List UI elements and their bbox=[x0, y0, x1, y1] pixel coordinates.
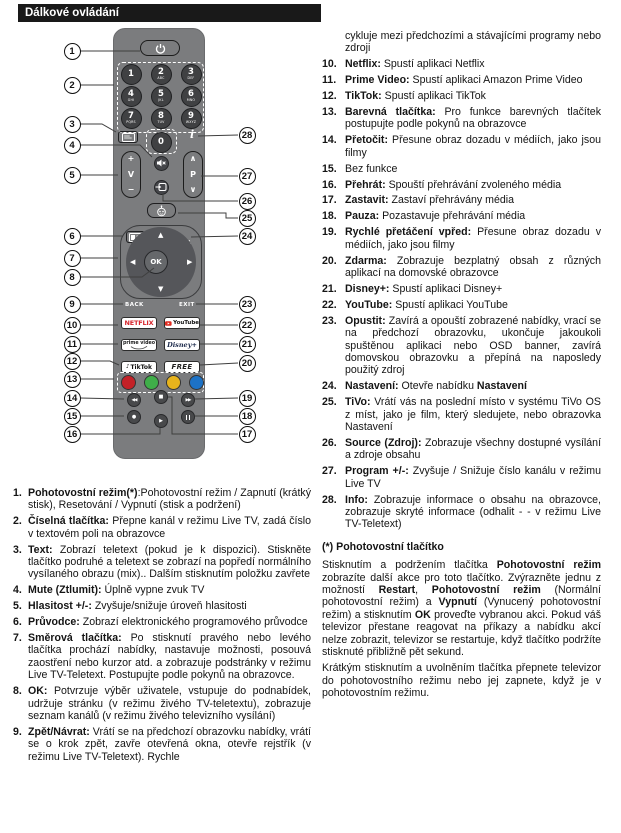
item-number: 8. bbox=[13, 685, 22, 698]
item-text: Nastavení: Otevře nabídku Nastavení bbox=[345, 380, 527, 393]
manual-item-3 bbox=[13, 544, 311, 581]
program-down-icon: ∨ bbox=[189, 185, 197, 194]
digit-letters: DEF bbox=[187, 76, 195, 80]
item-text: Pohotovostní režim(*):Pohotovostní režim / Zapnutí (krátký stisk), Resetování / Vypnutí (stisk a podržení) bbox=[28, 487, 311, 512]
standby-paragraph-1: Stisknutím a podržením tlačítka Pohotovostní režim zobrazíte další akce pro toto tlačítko. Zvýrazněte jednu z možností Restart, Pohotovostní režim (Normální pohotovostní režim) a Vypnutí (Vynucený pohotovostní režim) a stisknutím OK proveďte vybranou akci. Pokud váš televizor přestane reagovat na příkazy a nabídku akcí nelze zobrazit, televizor se restartuje, když tlačítko podržíte stisknuté přibližně pět sekund. bbox=[322, 559, 602, 658]
callout-28: 28 bbox=[239, 127, 256, 144]
digit-label: 9 bbox=[188, 111, 194, 121]
fast-forward-button bbox=[181, 393, 195, 407]
callout-13: 13 bbox=[64, 371, 81, 388]
netflix-logo: NETFLIX bbox=[124, 319, 154, 327]
item-text: Opustit: Zavírá a opouští zobrazené nabídky, vrací se na předchozí obrazovku, ukončuje jakoukoli spuštěnou aplikaci nebo OSD banner, zavírá domovskou obrazovku a přepíná na naposledy použitý zdroj bbox=[345, 314, 601, 377]
manual-item-25 bbox=[322, 396, 601, 433]
digit-8-button bbox=[151, 108, 172, 129]
yellow-color-button bbox=[166, 375, 181, 390]
manual-item-4 bbox=[13, 584, 311, 596]
volume-plus-label: + bbox=[127, 154, 135, 163]
youtube-play-icon bbox=[165, 320, 172, 327]
manual-item-9 bbox=[13, 726, 311, 763]
manual-item-10 bbox=[322, 58, 601, 70]
callout-19: 19 bbox=[239, 390, 256, 407]
item-number: 13. bbox=[322, 106, 337, 119]
callout-25: 25 bbox=[239, 210, 256, 227]
item-9-continuation: cykluje mezi předchozími a stávajícími programy nebo zdroji bbox=[345, 30, 601, 55]
ok-button: OK bbox=[144, 250, 168, 274]
tivo-robot-icon bbox=[155, 205, 168, 217]
digit-letters: GHI bbox=[127, 98, 135, 102]
digit-letters: MNO bbox=[186, 98, 196, 102]
info-button: i bbox=[190, 128, 195, 141]
callout-5: 5 bbox=[64, 167, 81, 184]
rewind-button bbox=[127, 393, 141, 407]
teletext-icon bbox=[122, 133, 135, 142]
manual-item-6 bbox=[13, 616, 311, 628]
digit-4-button bbox=[121, 86, 142, 107]
green-color-button bbox=[144, 375, 159, 390]
digit-label: 1 bbox=[128, 69, 134, 79]
record-button bbox=[127, 410, 141, 424]
item-text: Číselná tlačítka: Přepne kanál v režimu Live TV, zadá číslo v textovém poli na obrazovce bbox=[28, 515, 311, 540]
left-text-column bbox=[13, 487, 311, 767]
item-number: 24. bbox=[322, 380, 337, 393]
digit-6-button bbox=[181, 86, 202, 107]
item-number: 23. bbox=[322, 314, 337, 327]
mute-icon bbox=[156, 158, 166, 168]
callout-11: 11 bbox=[64, 336, 81, 353]
disney-plus-logo: Disney+ bbox=[167, 341, 197, 349]
back-button: BACK bbox=[125, 302, 144, 308]
disney-plus-button bbox=[164, 339, 200, 351]
manual-item-19 bbox=[322, 226, 601, 251]
digit-3-button bbox=[181, 64, 202, 85]
manual-item-26 bbox=[322, 437, 601, 462]
youtube-button bbox=[164, 317, 200, 329]
play-button bbox=[154, 414, 168, 428]
item-number: 5. bbox=[13, 600, 22, 613]
digit-9-button bbox=[181, 108, 202, 129]
digit-label: 3 bbox=[188, 67, 194, 77]
manual-item-2 bbox=[13, 515, 311, 540]
item-number: 19. bbox=[322, 226, 337, 239]
item-text: Bez funkce bbox=[345, 162, 398, 175]
callout-26: 26 bbox=[239, 193, 256, 210]
free-logo: FREE bbox=[171, 363, 193, 371]
right-text-column bbox=[322, 30, 601, 704]
prime-video-logo: prime video bbox=[122, 340, 156, 346]
callout-14: 14 bbox=[64, 390, 81, 407]
item-text: Přetočit: Přesune obraz dozadu v médiích, jako jsou filmy bbox=[345, 134, 601, 159]
callout-20: 20 bbox=[239, 355, 256, 372]
program-up-icon: ∧ bbox=[189, 154, 197, 163]
program-label: P bbox=[190, 169, 196, 179]
digit-letters: TUV bbox=[157, 120, 165, 124]
manual-item-14 bbox=[322, 134, 601, 159]
record-icon: ● bbox=[131, 413, 137, 420]
standby-section bbox=[322, 541, 601, 700]
manual-item-18 bbox=[322, 210, 601, 222]
item-number: 18. bbox=[322, 210, 337, 223]
manual-list-1-9 bbox=[13, 487, 311, 763]
item-number: 26. bbox=[322, 436, 337, 449]
fast-forward-icon: ▶▶ bbox=[185, 397, 191, 403]
callout-2: 2 bbox=[64, 77, 81, 94]
callout-18: 18 bbox=[239, 408, 256, 425]
arrow-up-icon: ▲ bbox=[158, 231, 164, 239]
callout-8: 8 bbox=[64, 269, 81, 286]
item-number: 11. bbox=[322, 74, 337, 87]
exit-button: EXIT bbox=[179, 302, 195, 308]
item-text: YouTube: Spustí aplikaci YouTube bbox=[345, 298, 508, 311]
manual-item-5 bbox=[13, 600, 311, 612]
item-number: 15. bbox=[322, 162, 337, 175]
callout-9: 9 bbox=[64, 296, 81, 313]
digit-5-button bbox=[151, 86, 172, 107]
item-number: 1. bbox=[13, 487, 22, 499]
digit-label: 7 bbox=[128, 111, 134, 121]
prime-video-button bbox=[121, 339, 157, 351]
remote-figure bbox=[0, 0, 321, 480]
item-number: 14. bbox=[322, 134, 337, 147]
manual-item-15 bbox=[322, 163, 601, 175]
item-text: Směrová tlačítka: Po stisknutí pravého nebo levého tlačítka prochází nabídky, nastavuje možnosti, posouvá zaostření nebo kurzor atd. a zobrazuje podstránky v režimu Live TV-Teletext. Postupujte podle pokynů na obrazovce. bbox=[28, 632, 311, 682]
callout-16: 16 bbox=[64, 426, 81, 443]
standby-heading: (*) Pohotovostní tlačítko bbox=[322, 540, 444, 553]
digit-label: 5 bbox=[158, 89, 164, 99]
digit-1-button bbox=[121, 64, 142, 85]
callout-24: 24 bbox=[239, 228, 256, 245]
stop-button bbox=[154, 390, 168, 404]
pause-icon bbox=[186, 415, 190, 420]
callout-10: 10 bbox=[64, 317, 81, 334]
arrow-down-icon: ▼ bbox=[158, 285, 164, 293]
item-number: 9. bbox=[13, 725, 22, 738]
item-text: Hlasitost +/-: Zvyšuje/snižuje úroveň hlasitosti bbox=[28, 600, 247, 613]
prime-smile-icon bbox=[130, 346, 148, 350]
manual-item-27 bbox=[322, 465, 601, 490]
item-number: 25. bbox=[322, 396, 337, 409]
callout-15: 15 bbox=[64, 408, 81, 425]
arrow-right-icon: ▶ bbox=[187, 258, 193, 266]
digit-letters: JKL bbox=[158, 98, 164, 102]
callout-1: 1 bbox=[64, 43, 81, 60]
callout-12: 12 bbox=[64, 353, 81, 370]
callout-23: 23 bbox=[239, 296, 256, 313]
item-text: Pauza: Pozastavuje přehrávání média bbox=[345, 210, 526, 223]
item-text: TikTok: Spustí aplikaci TikTok bbox=[345, 90, 486, 103]
callout-4: 4 bbox=[64, 137, 81, 154]
blue-color-button bbox=[189, 375, 204, 390]
digit-letters: WXYZ bbox=[185, 120, 197, 124]
digit-label: 4 bbox=[128, 89, 134, 99]
item-text: TiVo: Vrátí vás na poslední místo v systému TiVo OS z míst, jako je film, který sledujete, nebo obrazovka Nastavení bbox=[345, 396, 601, 433]
item-text: Program +/-: Zvyšuje / Snižuje číslo kanálu v režimu Live TV bbox=[345, 465, 601, 490]
item-text: Rychlé přetáčení vpřed: Přesune obraz dozadu v médiích, jako jsou filmy bbox=[345, 226, 601, 251]
digit-2-button bbox=[151, 64, 172, 85]
item-text: Mute (Ztlumit): Úplně vypne zvuk TV bbox=[28, 584, 205, 597]
page-title: Dálkové ovládání bbox=[18, 4, 321, 22]
item-number: 10. bbox=[322, 58, 337, 71]
item-text: Text: Zobrazí teletext (pokud je k dispozici). Stiskněte tlačítko podruhé a teletext se zobrazí na popředí normálního vysílaného obrazu (mix).. Dalším stisknutím položku zavřete bbox=[28, 543, 311, 581]
callout-27: 27 bbox=[239, 168, 256, 185]
item-number: 27. bbox=[322, 465, 337, 478]
item-text: Zastavit: Zastaví přehrávány média bbox=[345, 194, 514, 207]
item-text: Barevná tlačítka: Pro funkce barevných tlačítek postupujte podle pokynů na obrazovce bbox=[345, 106, 601, 131]
item-text: OK: Potvrzuje výběr uživatele, vstupuje do podnabídek, udržuje stránku (v režimu živého TV-teletextu), zobrazuje seznam kanálů (v režimu živého televizního vysílání) bbox=[28, 685, 311, 722]
item-number: 16. bbox=[322, 178, 337, 191]
red-color-button bbox=[121, 375, 136, 390]
digit-0-button bbox=[151, 132, 172, 153]
item-number: 6. bbox=[13, 616, 22, 629]
music-note-icon: ♪ bbox=[125, 364, 130, 370]
power-icon bbox=[155, 43, 166, 54]
play-icon: ▶ bbox=[159, 417, 163, 424]
manual-item-1 bbox=[13, 487, 311, 512]
item-text: Source (Zdroj): Zobrazuje všechny dostupné vysílání a zdroje obsahu bbox=[345, 436, 602, 462]
callout-3: 3 bbox=[64, 116, 81, 133]
item-text: Průvodce: Zobrazí elektronického programového průvodce bbox=[28, 616, 308, 629]
digit-label: 8 bbox=[158, 111, 164, 121]
item-text: Zdarma: Zobrazuje bezplatný obsah z různých aplikací na domovské obrazovce bbox=[345, 254, 601, 279]
standby-paragraph-2: Krátkým stisknutím a uvolněním tlačítka přepnete televizor do pohotovostního režimu nebo jej zapnete, když je v pohotovostním režimu. bbox=[322, 662, 601, 700]
item-text: Prime Video: Spustí aplikaci Amazon Prime Video bbox=[345, 74, 583, 87]
manual-item-13 bbox=[322, 106, 601, 131]
tiktok-logo: TikTok bbox=[130, 363, 153, 371]
volume-minus-label: − bbox=[127, 185, 135, 194]
manual-item-7 bbox=[13, 632, 311, 682]
manual-item-11 bbox=[322, 74, 601, 86]
item-number: 21. bbox=[322, 282, 337, 295]
item-number: 2. bbox=[13, 515, 22, 528]
item-number: 3. bbox=[13, 543, 22, 556]
rewind-icon: ◀◀ bbox=[131, 397, 137, 403]
item-number: 12. bbox=[322, 90, 337, 103]
item-number: 17. bbox=[322, 194, 337, 207]
power-button bbox=[140, 40, 180, 56]
item-number: 7. bbox=[13, 632, 22, 645]
digit-7-button bbox=[121, 108, 142, 129]
item-text: Info: Zobrazuje informace o obsahu na obrazovce, zobrazuje skryté informace (odhalit - - v režimu Live TV-Teletext) bbox=[345, 493, 601, 531]
manual-item-21 bbox=[322, 283, 601, 295]
manual-item-24 bbox=[322, 380, 601, 392]
volume-label: V bbox=[127, 169, 135, 179]
volume-rocker bbox=[121, 151, 141, 198]
directional-pad bbox=[120, 225, 202, 299]
item-number: 28. bbox=[322, 493, 337, 506]
text-teletext-button bbox=[118, 131, 138, 143]
netflix-button bbox=[121, 317, 157, 329]
manual-item-12 bbox=[322, 90, 601, 102]
manual-item-8 bbox=[13, 685, 311, 722]
manual-list-10-28 bbox=[322, 58, 601, 530]
item-number: 22. bbox=[322, 298, 337, 311]
remote-illustration bbox=[113, 28, 205, 459]
mute-button bbox=[154, 156, 169, 171]
manual-item-22 bbox=[322, 299, 601, 311]
item-text: Netflix: Spustí aplikaci Netflix bbox=[345, 58, 485, 71]
source-icon bbox=[155, 182, 167, 192]
digit-letters: PQRS bbox=[126, 120, 136, 124]
digit-label: 6 bbox=[188, 89, 194, 99]
callout-22: 22 bbox=[239, 317, 256, 334]
program-rocker bbox=[183, 151, 203, 198]
youtube-logo: YouTube bbox=[173, 320, 199, 326]
stop-icon: ■ bbox=[158, 393, 164, 400]
item-text: Disney+: Spustí aplikaci Disney+ bbox=[345, 282, 503, 295]
callout-6: 6 bbox=[64, 228, 81, 245]
item-text: Přehrát: Spouští přehrávání zvoleného média bbox=[345, 178, 562, 191]
manual-item-23 bbox=[322, 315, 601, 377]
digit-label: 0 bbox=[158, 137, 164, 147]
callout-17: 17 bbox=[239, 426, 256, 443]
manual-item-28 bbox=[322, 494, 601, 531]
arrow-left-icon: ◀ bbox=[130, 258, 136, 266]
manual-item-20 bbox=[322, 255, 601, 280]
item-number: 20. bbox=[322, 254, 337, 267]
callout-7: 7 bbox=[64, 250, 81, 267]
source-button bbox=[154, 180, 169, 195]
item-number: 4. bbox=[13, 584, 22, 597]
digit-label: 2 bbox=[158, 67, 164, 77]
callout-21: 21 bbox=[239, 336, 256, 353]
item-text: Zpět/Návrat: Vrátí se na předchozí obrazovku nabídky, vrátí se o krok zpět, zavře otevřená okna, otevře rejstřík (v režimu Live TV-Teletext). Rychle bbox=[28, 725, 311, 763]
pause-button bbox=[181, 410, 195, 424]
manual-item-16 bbox=[322, 179, 601, 191]
manual-item-17 bbox=[322, 194, 601, 206]
tivo-button bbox=[147, 203, 176, 218]
digit-letters: ABC bbox=[157, 76, 165, 80]
